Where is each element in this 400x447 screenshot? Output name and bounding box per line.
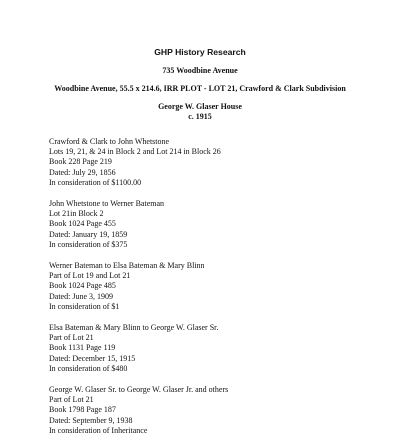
record-parties: George W. Glaser Sr. to George W. Glaser Jr. and others (49, 385, 229, 395)
record-property: Part of Lot 21 (49, 333, 94, 343)
record-book: Book 1024 Page 485 (49, 281, 116, 291)
deed-record (49, 199, 379, 250)
record-property: Part of Lot 21 (49, 395, 94, 405)
house-date: c. 1915 (188, 112, 212, 121)
record-dated: Dated: December 15, 1915 (49, 353, 136, 363)
record-book: Book 1131 Page 119 (49, 343, 116, 353)
record-parties: Crawford & Clark to John Whetstone (49, 137, 170, 146)
deed-records (49, 137, 379, 447)
record-consideration: In consideration of $480 (49, 363, 128, 373)
document-title: GHP History Research (154, 47, 246, 57)
deed-record (49, 137, 379, 188)
lot-description: Woodbine Avenue, 55.5 x 214.6, IRR PLOT - LOT 21, Crawford & Clark Subdivision (54, 84, 346, 93)
record-parties: Elsa Bateman & Mary Blinn to George W. Glaser Sr. (49, 323, 219, 333)
deed-record (49, 261, 379, 312)
record-consideration: In consideration of Inheritance (49, 425, 148, 435)
record-consideration: In consideration of $1 (49, 301, 120, 311)
record-parties: Werner Bateman to Elsa Bateman & Mary Blinn (49, 261, 205, 271)
record-book: Book 228 Page 219 (49, 157, 112, 167)
record-property: Part of Lot 19 and Lot 21 (49, 271, 131, 281)
record-dated: Dated: September 9, 1938 (49, 415, 133, 425)
deed-record (49, 385, 379, 436)
record-book: Book 1798 Page 187 (49, 405, 116, 415)
record-dated: Dated: July 29, 1856 (49, 167, 116, 177)
deed-record (49, 323, 379, 374)
record-consideration: In consideration of $375 (49, 239, 128, 249)
record-dated: Dated: June 3, 1909 (49, 291, 113, 301)
record-parties: John Whetstone to Werner Bateman (49, 199, 165, 209)
record-property: Lot 21in Block 2 (49, 209, 104, 219)
record-property: Lots 19, 21, & 24 in Block 2 and Lot 214 in Block 26 (49, 147, 221, 157)
property-address: 735 Woodbine Avenue (162, 66, 238, 75)
record-consideration: In consideration of $1100.00 (49, 177, 142, 187)
record-book: Book 1024 Page 455 (49, 219, 116, 229)
record-dated: Dated: January 19, 1859 (49, 229, 128, 239)
house-name: George W. Glaser House (158, 102, 242, 111)
